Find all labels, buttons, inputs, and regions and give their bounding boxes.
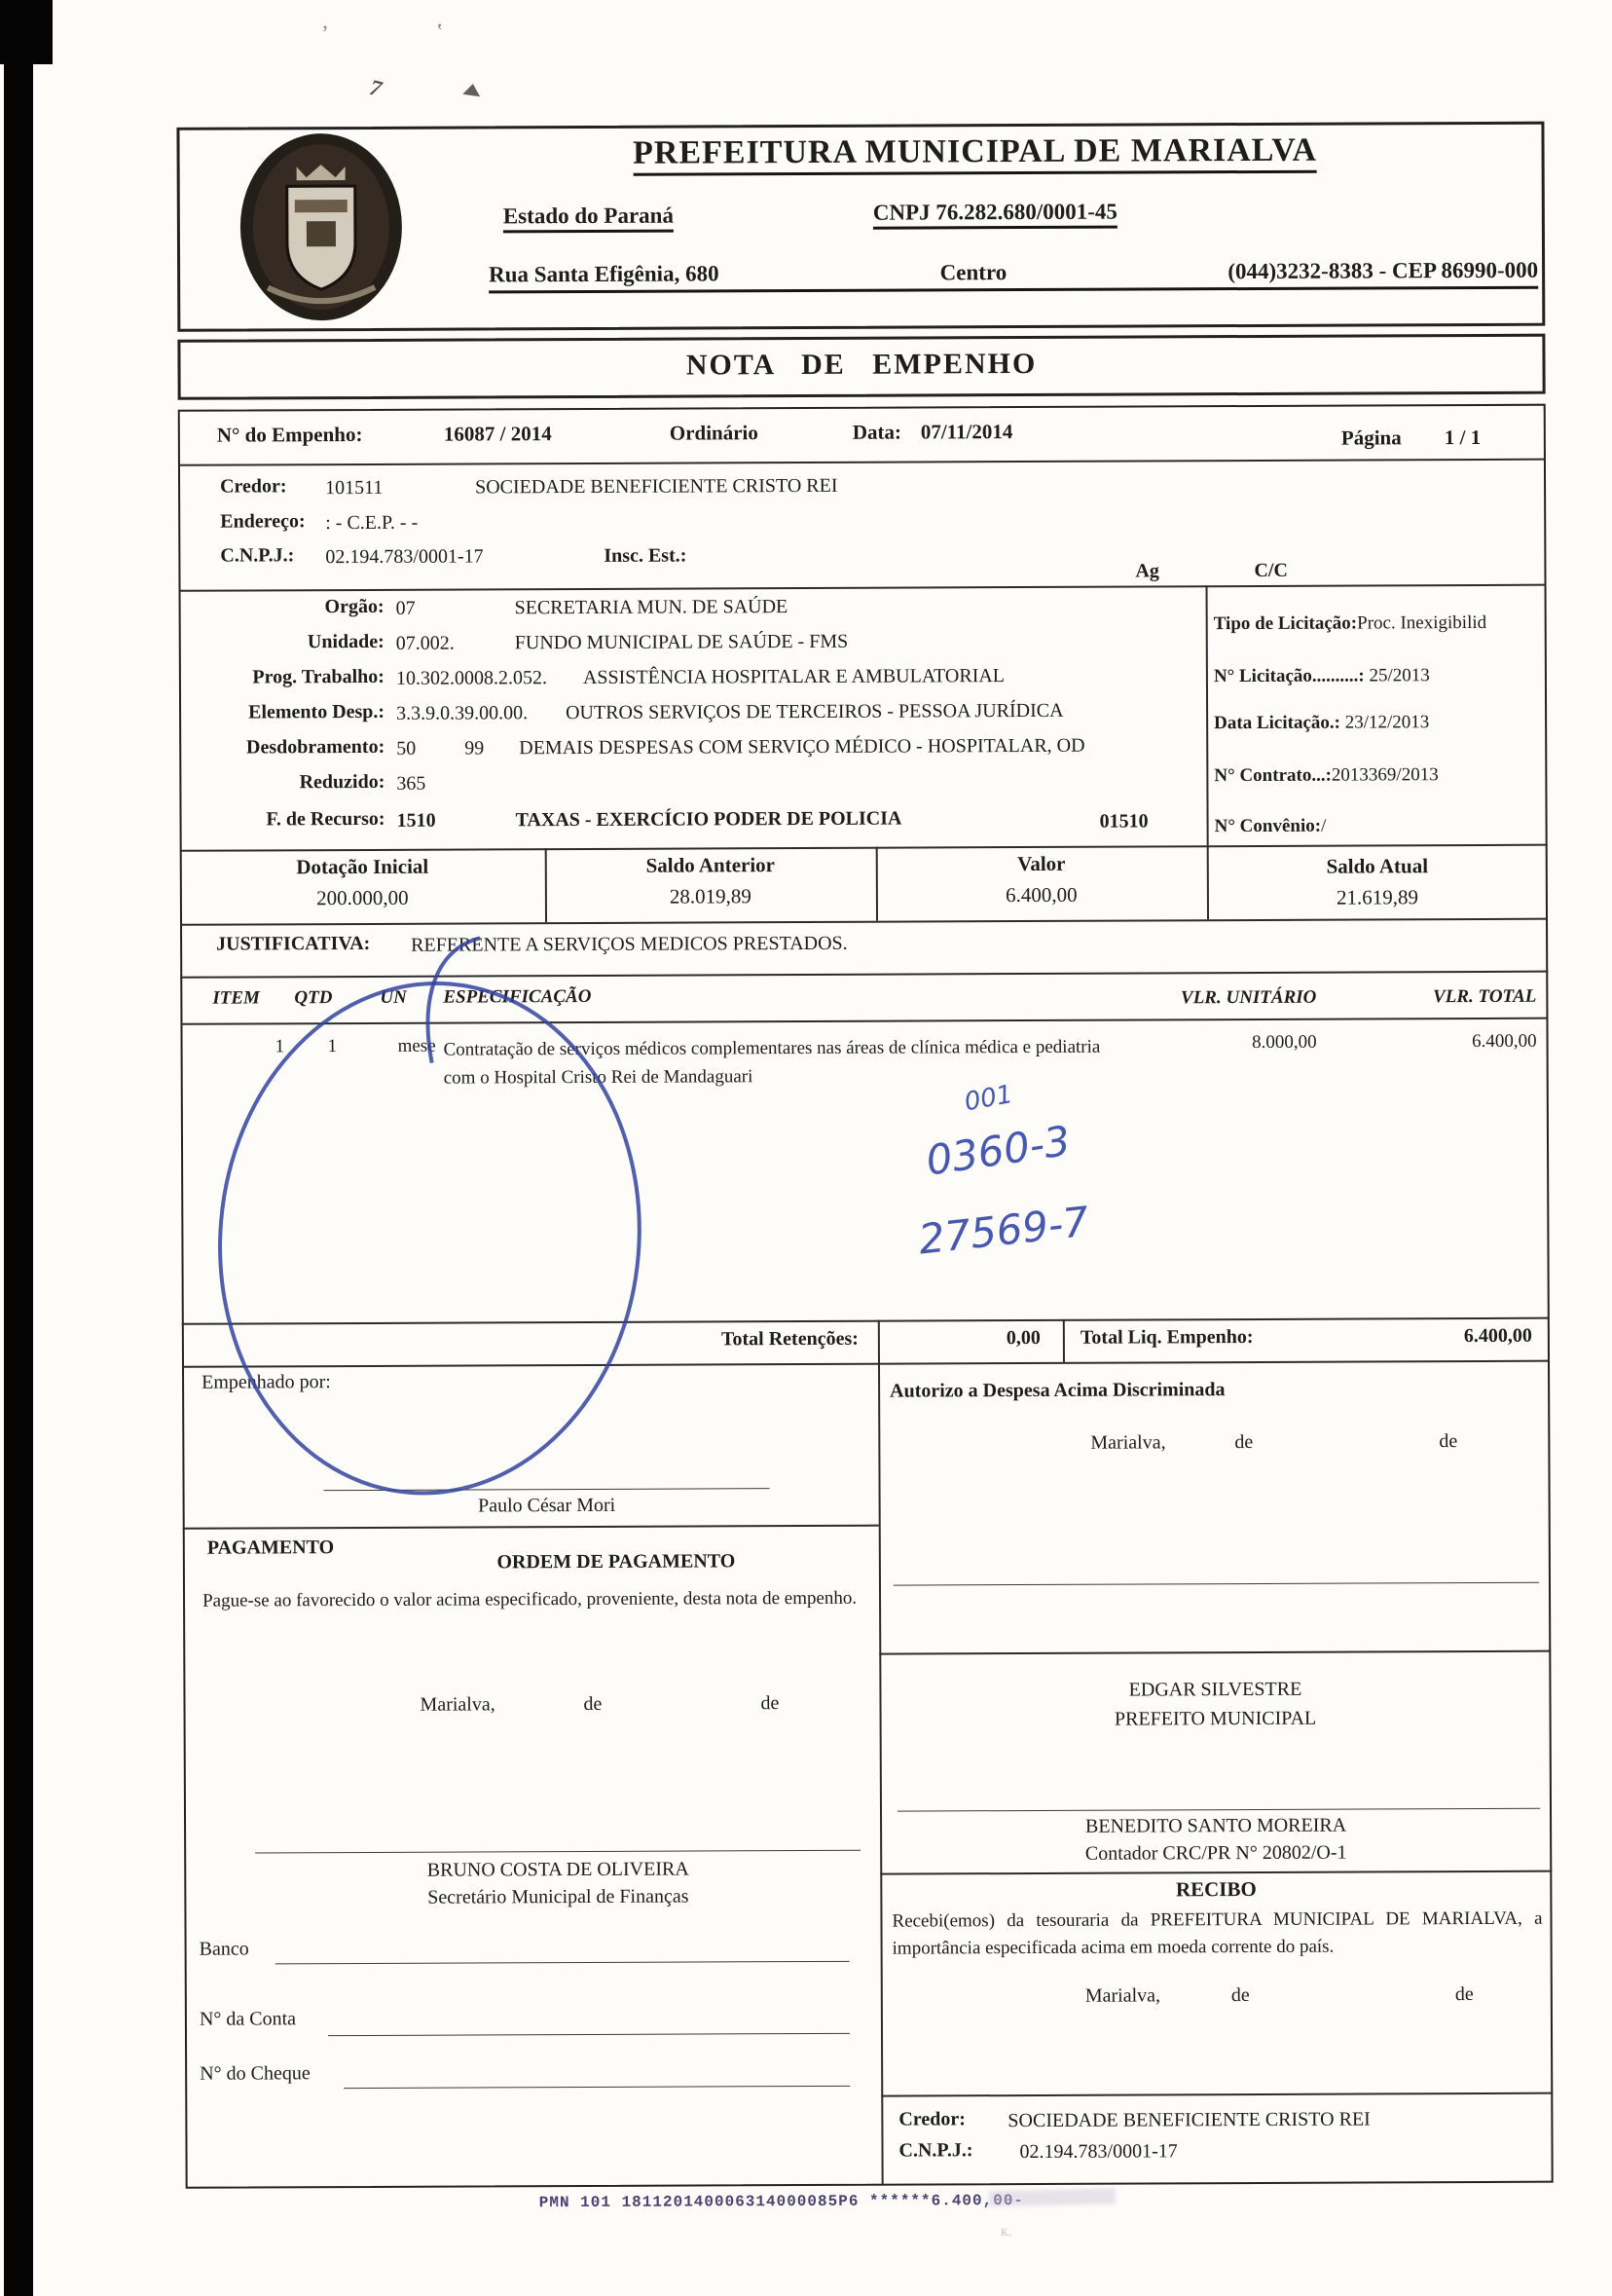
recibo-cidade: Marialva, [1084, 1984, 1161, 2007]
fonte-recurso-label: F. de Recurso: [266, 807, 385, 831]
recibo-titulo: RECIBO [1175, 1876, 1257, 1902]
reduzido-label: Reduzido: [299, 770, 385, 794]
licitacao-data: 23/12/2013 [1344, 712, 1430, 733]
orgao-desc: SECRETARIA MUN. DE SAÚDE [514, 596, 788, 619]
scan-speck-mark: 7 [367, 74, 385, 102]
col-qtd: QTD [294, 987, 333, 1009]
empenhado-assinante: Paulo César Mori [478, 1494, 616, 1517]
col-especificacao: ESPECIFICAÇÃO [443, 985, 592, 1008]
empenho-date: 07/11/2014 [920, 420, 1013, 444]
state-label: Estado do Paraná [503, 204, 674, 230]
autorizo-de-2: de [1439, 1430, 1458, 1453]
autorizo-de-1: de [1234, 1431, 1254, 1454]
district-label: Centro [939, 260, 1008, 285]
dotacao-inicial-header: Dotação Inicial [296, 854, 429, 879]
pagamento-de-1: de [583, 1692, 603, 1716]
doc-title: NOTA DE EMPENHO [685, 347, 1038, 382]
scan-speck-quote-right: ʽ [436, 19, 444, 44]
recibo-de-2: de [1454, 1983, 1474, 2006]
ordem-pagamento-titulo: ORDEM DE PAGAMENTO [496, 1550, 736, 1574]
col-vlr-total: VLR. TOTAL [1433, 985, 1537, 1008]
prefeito-cargo: PREFEITO MUNICIPAL [1114, 1707, 1317, 1730]
handwritten-circle [190, 916, 689, 1522]
justificativa-label: JUSTIFICATIVA: [216, 932, 371, 955]
contador-cargo: Contador CRC/PR N° 20802/O-1 [1084, 1841, 1347, 1865]
elemento-desp-desc: OUTROS SERVIÇOS DE TERCEIROS - PESSOA JURÍDICA [566, 699, 1064, 724]
unidade-code: 07.002. [395, 632, 455, 654]
address-row [489, 258, 1538, 294]
handwritten-note-1: 001 [962, 1080, 1015, 1118]
convenio-num: / [1321, 815, 1327, 836]
licitacao-data-row [1214, 712, 1429, 734]
valor-header: Valor [1017, 851, 1066, 876]
item-especificacao: Contratação de serviços médicos complementares nas áreas de clínica médica e pediatria com o Hospital Cristo Rei de Mandaguari [443, 1036, 1101, 1090]
credor-cnpj: 02.194.783/0001-17 [325, 545, 484, 569]
header-title-row [415, 131, 1534, 173]
empenho-date-label: Data: [852, 420, 902, 444]
autorizo-cidade: Marialva, [1090, 1431, 1166, 1454]
fonte-recurso-desc: TAXAS - EXERCÍCIO PODER DE POLICIA [515, 807, 902, 832]
page-number: 1 / 1 [1444, 425, 1482, 450]
item-qtd: 1 [327, 1036, 338, 1057]
cnpj-header: CNPJ 76.282.680/0001-45 [873, 200, 1117, 226]
phone-cep: (044)3232-8383 - CEP 86990-000 [1227, 257, 1539, 284]
scan-speck-quote-left: ʼ [321, 21, 329, 46]
orgao-label: Orgão: [324, 595, 385, 618]
recibo-credor-nome: SOCIEDADE BENEFICIENTE CRISTO REI [1008, 2108, 1371, 2132]
scan-smudge [989, 2188, 1116, 2206]
recibo-cnpj-label: C.N.P.J.: [898, 2139, 973, 2162]
coat-of-arms [238, 131, 404, 325]
col-vlr-unitario: VLR. UNITÁRIO [1180, 986, 1317, 1009]
desdobramento-label: Desdobramento: [245, 735, 385, 759]
autorizo-titulo: Autorizo a Despesa Acima Discriminada [890, 1379, 1226, 1402]
saldo-anterior-value: 28.019,89 [669, 884, 751, 908]
contrato-row [1214, 764, 1438, 787]
street-address: Rua Santa Efigênia, 680 [489, 261, 719, 287]
credor-name: SOCIEDADE BENEFICIENTE CRISTO REI [475, 474, 838, 499]
unidade-desc: FUNDO MUNICIPAL DE SAÚDE - FMS [514, 630, 849, 654]
total-liq-label: Total Liq. Empenho: [1080, 1325, 1254, 1349]
pagamento-titulo: PAGAMENTO [206, 1537, 335, 1559]
prefeito-nome: EDGAR SILVESTRE [1128, 1678, 1302, 1701]
saldo-atual-value: 21.619,89 [1336, 885, 1418, 909]
saldo-anterior-header: Saldo Anterior [645, 853, 776, 877]
dotmatrix-print-line: PMN 101 181120140006314000085P6 ******6.400,00- [538, 2192, 1025, 2212]
recibo-cnpj: 02.194.783/0001-17 [1019, 2140, 1178, 2164]
endereco-label: Endereço: [220, 510, 306, 533]
total-retencoes-value: 0,00 [1006, 1326, 1041, 1350]
desdobramento-code2: 99 [464, 737, 485, 759]
pagamento-cidade: Marialva, [420, 1693, 495, 1716]
licitacao-data-label: Data Licitação.: [1214, 712, 1340, 734]
prog-trabalho-code: 10.302.0008.2.052. [395, 667, 547, 689]
credor-label: Credor: [220, 475, 287, 498]
handwritten-note-2: 0360-3 [923, 1116, 1074, 1185]
pagamento-texto: Pague-se ao favorecido o valor acima especificado, proveniente, desta nota de empenho. [202, 1587, 858, 1611]
total-retencoes-label: Total Retenções: [720, 1327, 859, 1351]
orgao-code: 07 [395, 597, 416, 619]
page-label: Página [1340, 426, 1402, 450]
item-number: 1 [275, 1036, 285, 1057]
fonte-recurso-code: 1510 [396, 809, 436, 832]
licitacao-num: 25/2013 [1369, 665, 1430, 686]
item-vlr-unitario: 8.000,00 [1252, 1031, 1317, 1054]
prog-trabalho-desc: ASSISTÊNCIA HOSPITALAR E AMBULATORIAL [582, 665, 1006, 688]
empenhado-por-label: Empenhado por: [202, 1371, 331, 1393]
coat-of-arms-emblem [238, 131, 404, 325]
empenho-number-label: N° do Empenho: [216, 422, 363, 447]
recibo-de-1: de [1230, 1984, 1250, 2007]
licitacao-tipo-row [1214, 612, 1487, 635]
prog-trabalho-label: Prog. Trabalho: [252, 665, 385, 688]
unidade-label: Unidade: [307, 630, 385, 653]
dotacao-inicial-value: 200.000,00 [316, 885, 409, 910]
handwritten-note-3: 27569-7 [916, 1197, 1092, 1264]
rule [1063, 1319, 1065, 1362]
contrato-num: 2013369/2013 [1331, 764, 1439, 786]
ag-label: Ag [1135, 560, 1159, 582]
licitacao-num-label: N° Licitação..........: [1213, 665, 1365, 687]
reduzido-code: 365 [396, 772, 426, 795]
scan-speck-footer: к. [1000, 2223, 1012, 2240]
cheque-label: N° do Cheque [200, 2062, 311, 2085]
licitacao-tipo: Proc. Inexigibilid [1357, 611, 1487, 634]
credor-cnpj-label: C.N.P.J.: [220, 544, 295, 567]
item-un: mese [397, 1035, 436, 1056]
banco-label: Banco [199, 1938, 249, 1960]
credor-code: 101511 [325, 476, 384, 500]
contrato-label: N° Contrato...: [1214, 764, 1332, 787]
empenho-type: Ordinário [669, 421, 758, 445]
municipality-title: PREFEITURA MUNICIPAL DE MARIALVA [633, 132, 1317, 176]
recibo-texto: Recebi(emos) da tesouraria da PREFEITURA MUNICIPAL DE MARIALVA, a importância especificada acima em moeda corrente do país. [892, 1907, 1543, 1959]
total-liq-value: 6.400,00 [1463, 1324, 1532, 1348]
valor-value: 6.400,00 [1006, 882, 1078, 907]
justificativa-text: REFERENTE A SERVIÇOS MEDICOS PRESTADOS. [411, 932, 848, 956]
convenio-label: N° Convênio: [1214, 815, 1322, 837]
elemento-desp-code: 3.3.9.0.39.00.00. [396, 702, 529, 724]
desdobramento-code: 50 [396, 737, 417, 759]
licitacao-tipo-label: Tipo de Licitação: [1213, 612, 1358, 635]
pagamento-de-2: de [760, 1692, 780, 1715]
insc-est-label: Insc. Est.: [604, 544, 687, 567]
col-un: UN [380, 986, 407, 1008]
cc-label: C/C [1254, 559, 1288, 581]
desdobramento-desc: DEMAIS DESPESAS COM SERVIÇO MÉDICO - HOSPITALAR, OD [519, 734, 1085, 759]
item-vlr-total: 6.400,00 [1472, 1030, 1537, 1053]
recibo-credor-label: Credor: [898, 2108, 966, 2130]
contador-nome: BENEDITO SANTO MOREIRA [1084, 1814, 1347, 1837]
convenio-row [1215, 816, 1327, 838]
secretario-cargo: Secretário Municipal de Finanças [427, 1885, 689, 1908]
endereco-value: : - C.E.P. - - [325, 511, 419, 535]
fonte-recurso-code2: 01510 [1099, 810, 1149, 833]
saldo-atual-header: Saldo Atual [1326, 854, 1429, 878]
licitacao-num-row [1214, 665, 1430, 687]
secretario-nome: BRUNO COSTA DE OLIVEIRA [426, 1858, 689, 1881]
conta-label: N° da Conta [199, 2008, 297, 2030]
col-item: ITEM [212, 987, 260, 1009]
elemento-desp-label: Elemento Desp.: [248, 700, 385, 723]
empenho-number: 16087 / 2014 [443, 422, 552, 446]
